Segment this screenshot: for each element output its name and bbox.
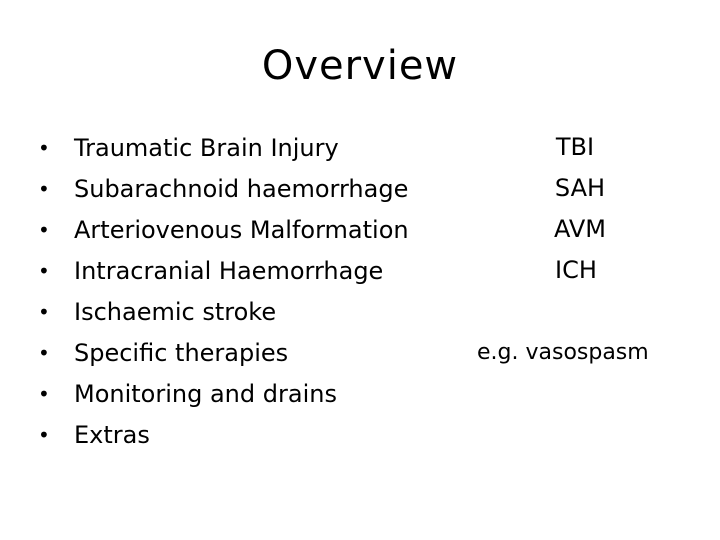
list-item-label: Arteriovenous Malformation — [74, 215, 409, 244]
list-item — [38, 250, 409, 291]
list-item — [38, 209, 409, 250]
list-item-label: Ischaemic stroke — [74, 297, 277, 326]
bullet-icon: • — [38, 340, 50, 365]
list-item — [38, 414, 409, 455]
bullet-icon: • — [38, 258, 50, 283]
list-item — [38, 373, 409, 414]
list-item-label: Specific therapies — [74, 338, 289, 367]
bullet-icon: • — [38, 176, 50, 201]
abbreviation-sah: SAH — [554, 174, 606, 202]
abbreviation-avm: AVM — [553, 215, 606, 243]
bullet-icon: • — [38, 217, 50, 242]
bullet-icon: • — [38, 422, 50, 447]
slide-title: Overview — [261, 43, 459, 89]
abbreviation-tbi: TBI — [555, 133, 595, 161]
list-item — [38, 332, 409, 373]
list-item — [38, 291, 409, 332]
list-item-label: Extras — [74, 420, 150, 449]
list-item-label: Traumatic Brain Injury — [74, 133, 339, 162]
list-item — [38, 127, 409, 168]
therapy-note: e.g. vasospasm — [477, 340, 649, 365]
list-item-label: Intracranial Haemorrhage — [74, 256, 384, 285]
bullet-icon: • — [38, 299, 50, 324]
bullet-icon: • — [38, 135, 50, 160]
overview-list — [38, 127, 409, 455]
list-item-label: Subarachnoid haemorrhage — [74, 174, 409, 203]
bullet-icon: • — [38, 381, 50, 406]
abbreviation-ich: ICH — [555, 256, 597, 284]
list-item-label: Monitoring and drains — [74, 379, 337, 408]
list-item — [38, 168, 409, 209]
